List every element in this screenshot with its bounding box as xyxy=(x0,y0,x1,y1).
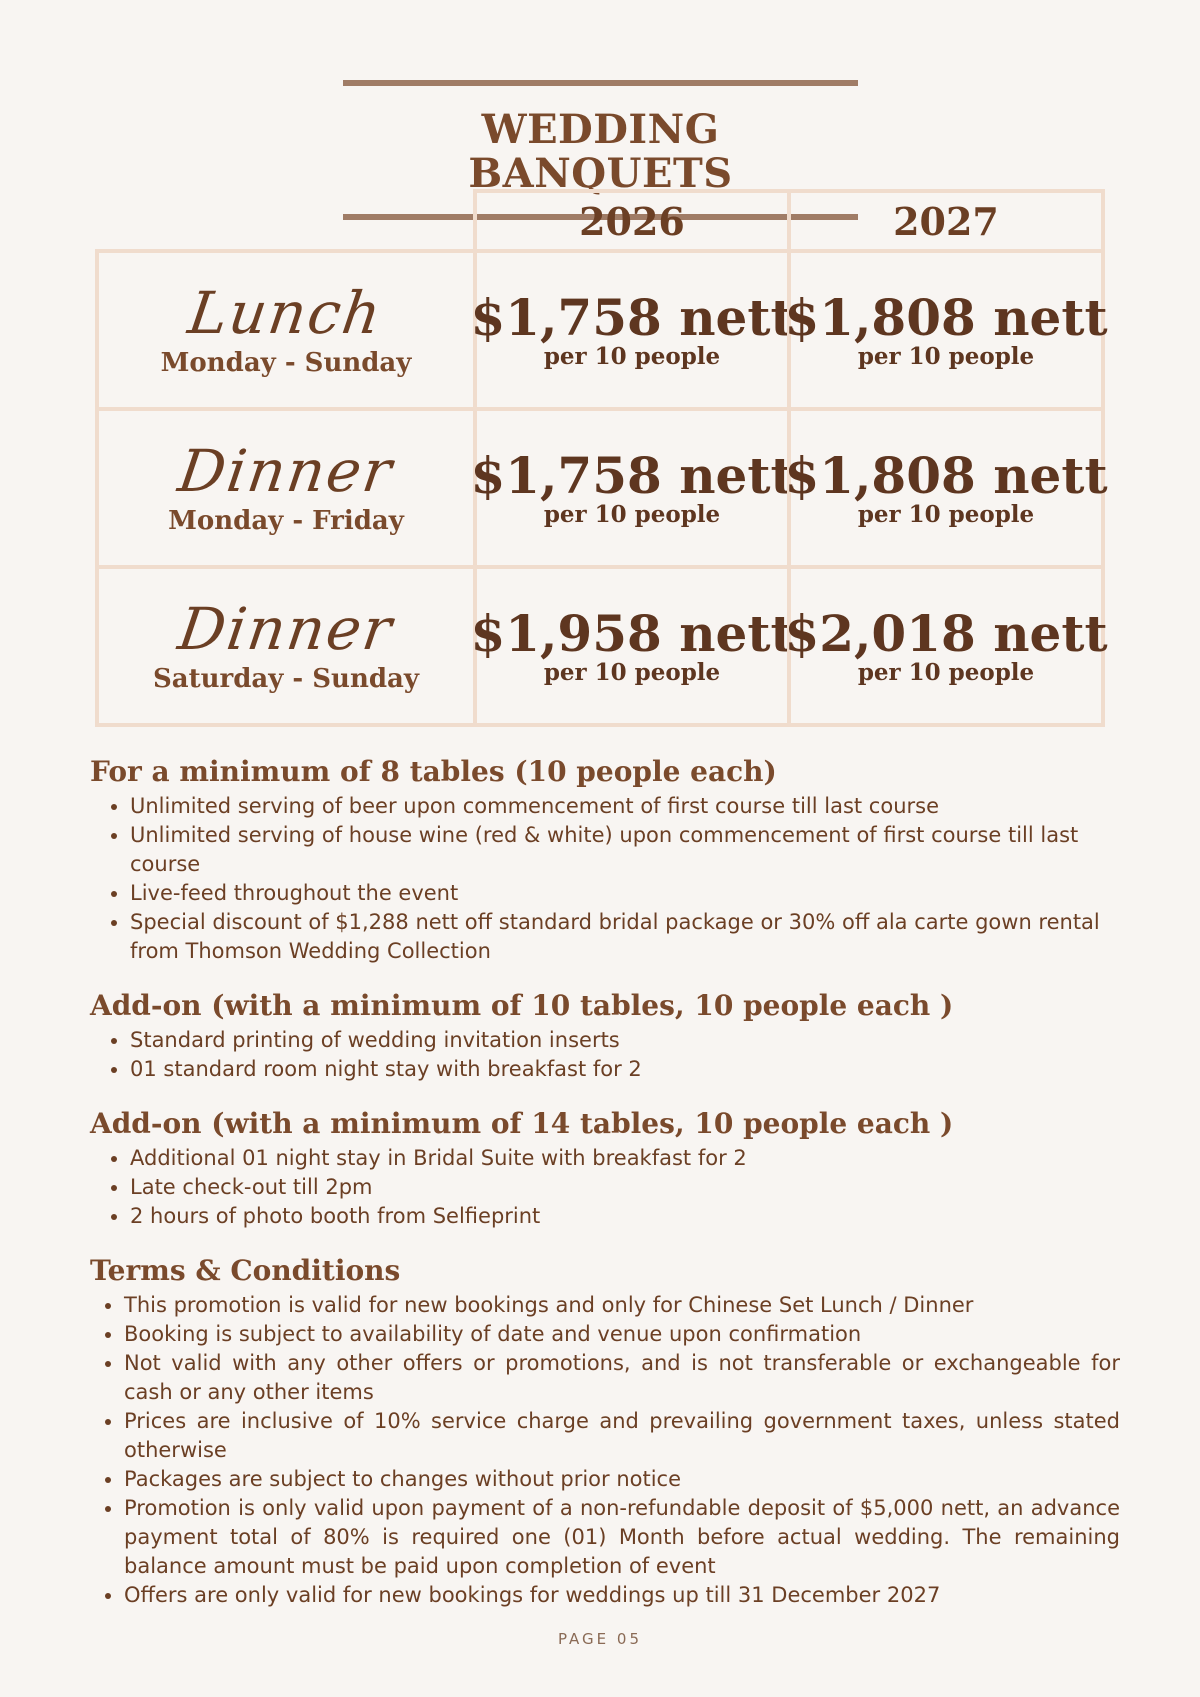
addon-14-list xyxy=(90,1144,1120,1231)
price-unit: per 10 people xyxy=(543,658,721,686)
list-item: • Promotion is only valid upon payment of a non-refundable deposit of $5,000 nett, an advance payment total of 80% is required one (01) Month before actual wedding. The remaining balance amount must be paid upon completion of event xyxy=(124,1494,1120,1581)
list-item: • 2 hours of photo booth from Selfieprint xyxy=(130,1202,1120,1231)
year-header-2026 xyxy=(473,189,791,253)
list-item: • Unlimited serving of house wine (red & white) upon commencement of first course till last course xyxy=(130,821,1120,879)
list-item: • Late check-out till 2pm xyxy=(130,1173,1120,1202)
meal-name: Dinner xyxy=(174,437,398,505)
list-item: • Special discount of $1,288 nett off standard bridal package or 30% off ala carte gown rental from Thomson Wedding Collection xyxy=(130,908,1120,966)
list-item: • Prices are inclusive of 10% service charge and prevailing government taxes, unless stated otherwise xyxy=(124,1407,1120,1465)
price-value: $1,758 nett xyxy=(470,445,794,505)
terms-list xyxy=(90,1291,1120,1610)
price-cell xyxy=(784,407,1108,569)
details-content xyxy=(90,752,1120,1630)
list-item: • Not valid with any other offers or promotions, and is not transferable or exchangeable for cash or any other items xyxy=(124,1349,1120,1407)
row-label-dinner-weekday xyxy=(95,407,477,569)
price-unit: per 10 people xyxy=(543,342,721,370)
price-value: $1,808 nett xyxy=(784,287,1108,347)
benefits-list xyxy=(90,792,1120,966)
meal-days: Monday - Friday xyxy=(168,506,404,536)
year-label: 2027 xyxy=(893,198,999,244)
meal-name: Lunch xyxy=(184,279,388,347)
list-item: • Additional 01 night stay in Bridal Suite with breakfast for 2 xyxy=(130,1144,1120,1173)
list-item: • Offers are only valid for new bookings for weddings up till 31 December 2027 xyxy=(124,1581,1120,1610)
price-unit: per 10 people xyxy=(857,342,1035,370)
price-value: $1,808 nett xyxy=(784,445,1108,505)
price-cell xyxy=(784,249,1108,411)
section-heading: Add-on (with a minimum of 10 tables, 10 people each ) xyxy=(90,989,954,1022)
price-value: $1,758 nett xyxy=(470,287,794,347)
list-item: • Booking is subject to availability of date and venue upon confirmation xyxy=(124,1320,1120,1349)
page-title: WEDDING BANQUETS xyxy=(468,106,733,197)
year-header-2027 xyxy=(787,189,1105,253)
price-cell xyxy=(470,565,794,727)
list-item: • Packages are subject to changes without prior notice xyxy=(124,1465,1120,1494)
price-unit: per 10 people xyxy=(543,500,721,528)
list-item: • 01 standard room night stay with breakfast for 2 xyxy=(130,1055,1120,1084)
price-cell xyxy=(470,249,794,411)
list-item: • Standard printing of wedding invitation inserts xyxy=(130,1026,1120,1055)
title-top-rule xyxy=(343,80,858,86)
pricing-table xyxy=(95,189,1108,727)
section-heading: For a minimum of 8 tables (10 people each) xyxy=(90,755,777,788)
meal-days: Saturday - Sunday xyxy=(153,664,419,694)
year-label: 2026 xyxy=(579,198,685,244)
price-unit: per 10 people xyxy=(857,658,1035,686)
row-label-lunch xyxy=(95,249,477,411)
list-item: • Live-feed throughout the event xyxy=(130,879,1120,908)
addon-10-list xyxy=(90,1026,1120,1084)
price-unit: per 10 people xyxy=(857,500,1035,528)
price-value: $1,958 nett xyxy=(470,603,794,663)
page-number: PAGE 05 xyxy=(557,1630,643,1648)
list-item: • Unlimited serving of beer upon commencement of first course till last course xyxy=(130,792,1120,821)
meal-days: Monday - Sunday xyxy=(160,348,412,378)
price-cell xyxy=(470,407,794,569)
meal-name: Dinner xyxy=(174,595,398,663)
price-cell xyxy=(784,565,1108,727)
section-heading: Terms & Conditions xyxy=(90,1254,401,1287)
section-heading: Add-on (with a minimum of 14 tables, 10 people each ) xyxy=(90,1107,954,1140)
row-label-dinner-weekend xyxy=(95,565,477,727)
list-item: • This promotion is valid for new bookings and only for Chinese Set Lunch / Dinner xyxy=(124,1291,1120,1320)
price-value: $2,018 nett xyxy=(784,603,1108,663)
